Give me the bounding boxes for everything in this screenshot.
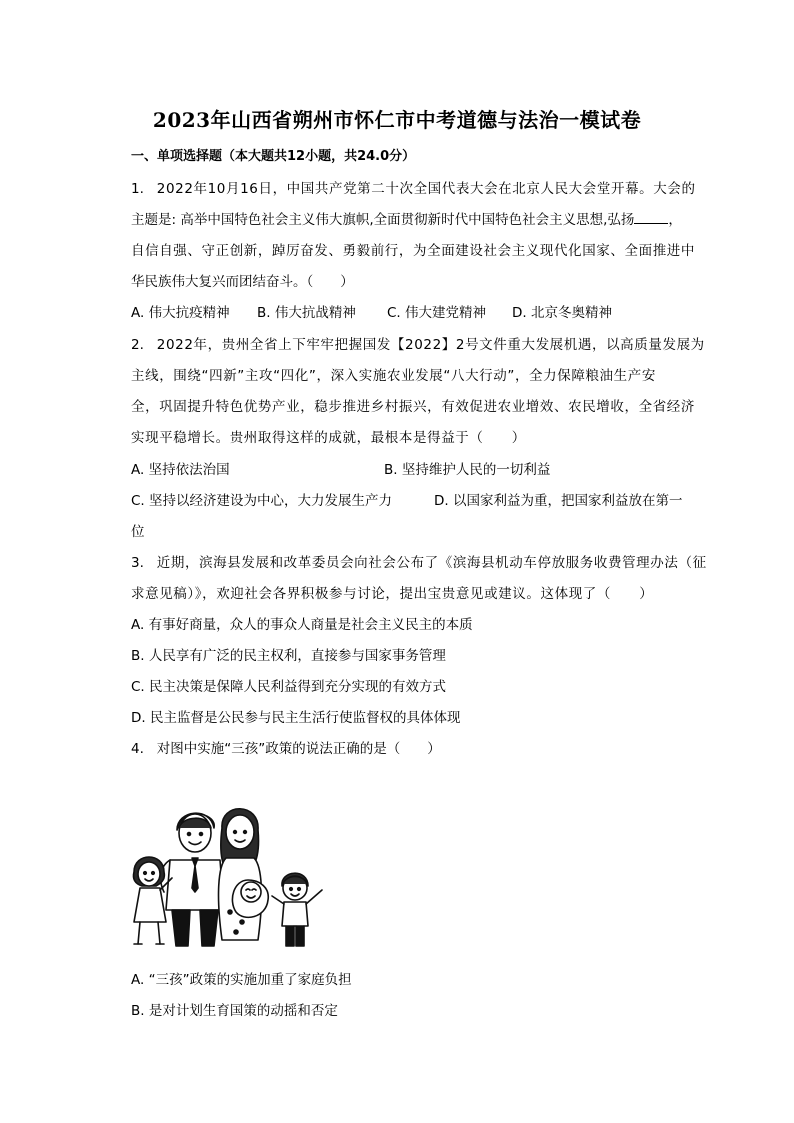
q1-text-line2a: 主题是: 高举中国特色社会主义伟大旗帜,全面贯彻新时代中国特色社会主义思想,弘扬 [131,212,635,228]
q2-option-d-continued: 位 [131,524,145,540]
q1-line2 [131,208,682,228]
q1-text-line1: 2022年10月16日，中国共产党第二十次全国代表大会在北京人民大会堂开幕。大会的 [156,181,696,197]
q1-option-b: B. 伟大抗战精神 [257,305,356,321]
mother-figure [219,809,262,940]
q1-line1 [131,177,696,197]
q1-option-a: A. 伟大抗疫精神 [131,305,230,321]
q2-option-d: D. 以国家利益为重，把国家利益放在第一 [434,493,683,509]
q3-number: 3. [131,555,144,571]
q3-option-a: A. 有事好商量，众人的事众人商量是社会主义民主的本质 [131,617,473,633]
exam-title: 2023年山西省朔州市怀仁市中考道德与法治一模试卷 [152,108,642,132]
q2-number: 2. [131,337,144,353]
q2-text-line3: 全，巩固提升特色优势产业，稳步推进乡村振兴，有效促进农业增效、农民增收，全省经济 [131,399,695,415]
boy-figure [272,873,322,946]
q3-text-line1: 近期，滨海县发展和改革委员会向社会公布了《滨海县机动车停放服务收费管理办法（征 [156,555,707,571]
q3-line1 [131,551,707,571]
q4-option-a: A. “三孩”政策的实施加重了家庭负担 [131,972,352,988]
q2-line1 [131,333,705,353]
q2-text-line2: 主线，围绕“四新”主攻“四化”，深入实施农业发展“八大行动”，全力保障粮油生产安 [131,368,656,384]
section-heading: 一、单项选择题（本大题共12小题，共24.0分） [131,149,416,164]
q3-option-c: C. 民主决策是保障人民利益得到充分实现的有效方式 [131,679,447,695]
q3-option-b: B. 人民享有广泛的民主权利，直接参与国家事务管理 [131,648,446,664]
q2-text-line4: 实现平稳增长。贵州取得这样的成就，最根本是得益于（ ） [131,430,526,446]
q1-option-d: D. 北京冬奥精神 [512,305,612,321]
q4-number: 4. [131,741,144,757]
baby-figure [232,880,268,917]
q3-text-line2: 求意见稿）》，欢迎社会各界积极参与讨论，提出宝贵意见或建议。这体现了（ ） [131,586,654,602]
q1-text-line2b: ， [668,212,682,228]
q2-text-line1: 2022年，贵州全省上下牢牢把握国发【2022】2号文件重大发展机遇，以高质量发展为 [156,337,705,353]
q1-text-line4: 华民族伟大复兴而团结奋斗。（ ） [131,274,354,290]
family-illustration [130,800,340,950]
q2-option-c: C. 坚持以经济建设为中心，大力发展生产力 [131,493,393,509]
q1-text-line3: 自信自强、守正创新，踔厉奋发、勇毅前行，为全面建设社会主义现代化国家、全面推进中 [131,243,695,259]
q4-option-b: B. 是对计划生育国策的动摇和否定 [131,1003,338,1019]
q4-text-line1: 对图中实施“三孩”政策的说法正确的是（ ） [156,741,441,757]
q1-option-c: C. 伟大建党精神 [387,305,487,321]
q1-number: 1. [131,181,144,197]
q3-option-d: D. 民主监督是公民参与民主生活行使监督权的具体体现 [131,710,461,726]
q4-line1 [131,737,441,757]
q1-answer-blank [634,211,668,224]
q2-option-b: B. 坚持维护人民的一切利益 [384,462,551,478]
q2-option-a: A. 坚持依法治国 [131,462,230,478]
